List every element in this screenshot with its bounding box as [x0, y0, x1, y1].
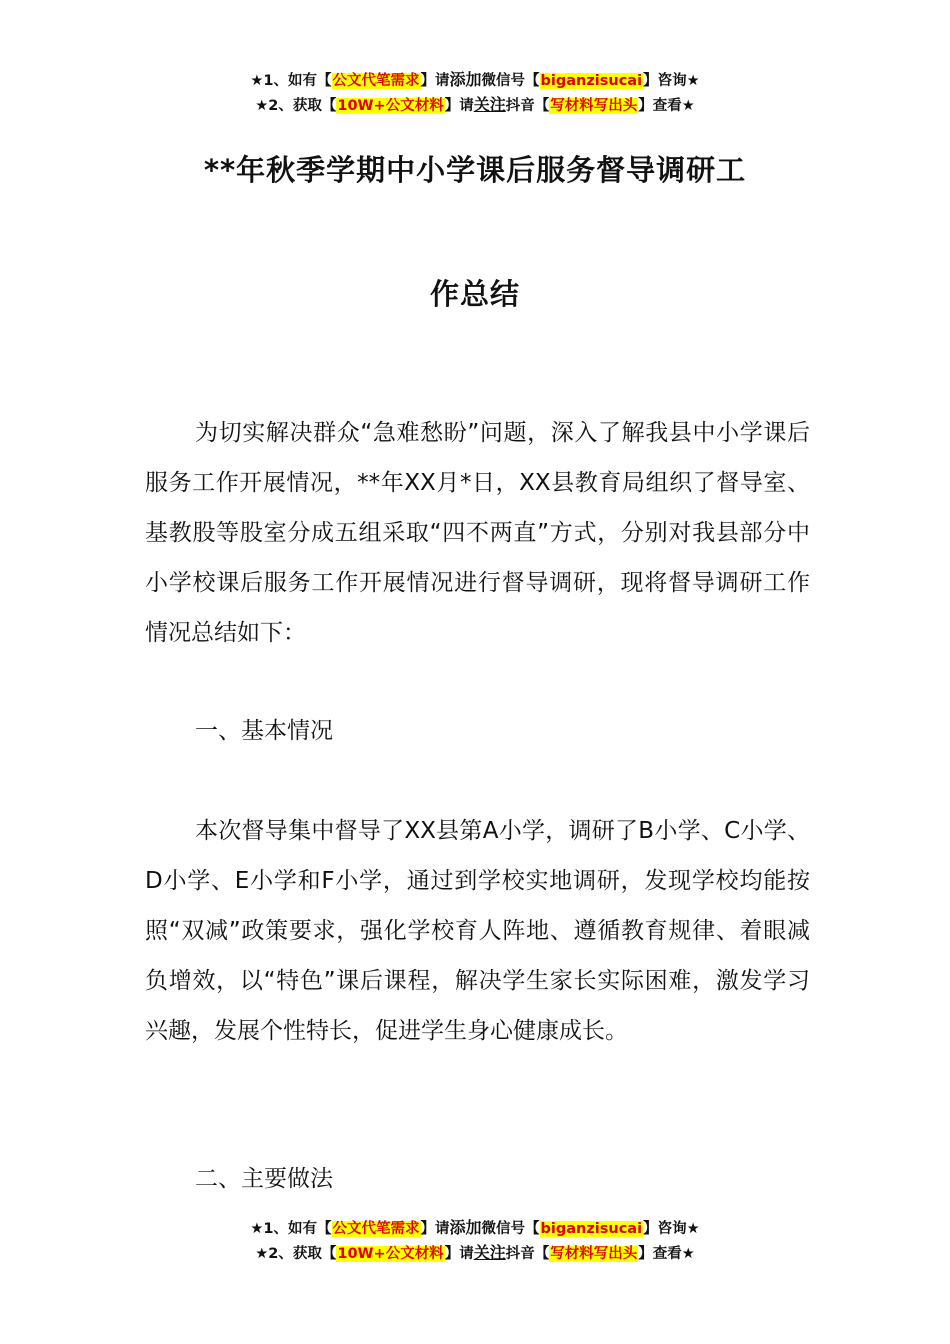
body-paragraph-basic-situation: 本次督导集中督导了XX县第A小学，调研了B小学、C小学、D小学、E小学和F小学，通过到学校实地调研，发现学校均能按照“双减”政策要求，强化学校育人阵地、遵循教育规律、着眼减负增效，以“特色”课后课程，解决学生家长实际困难，激发学习兴趣，发展个性特长，促进学生身心健康成长。 — [145, 818, 810, 1044]
promo-text: ★1、如有【 — [250, 1221, 332, 1237]
promo-text: 】查看★ — [638, 98, 695, 114]
promo-emphasis: 添加 — [449, 1218, 482, 1237]
promo-emphasis: 关注 — [473, 1243, 506, 1262]
promo-highlight: 10W+公文材料 — [337, 1246, 444, 1262]
promo-emphasis: 关注 — [473, 95, 506, 114]
promo-line-2 — [0, 93, 950, 118]
promo-text: 】请 — [444, 98, 474, 114]
promo-highlight: 公文代笔需求 — [332, 1221, 420, 1237]
promo-text: ★2、获取【 — [255, 1246, 337, 1262]
promo-text: 】请 — [444, 1246, 474, 1262]
document-title-line-2: 作总结 — [429, 277, 520, 311]
promo-text: ★1、如有【 — [250, 73, 332, 89]
promo-highlight: 写材料写出头 — [550, 1246, 638, 1262]
promo-line-1 — [0, 68, 950, 93]
promo-highlight: 写材料写出头 — [550, 98, 638, 114]
document-title-line-1: **年秋季学期中小学课后服务督导调研工 — [203, 153, 747, 187]
promo-banner-bottom — [0, 1216, 950, 1266]
promo-text: 】咨询★ — [643, 1221, 700, 1237]
promo-line-2 — [0, 1241, 950, 1266]
promo-highlight: 公文代笔需求 — [332, 73, 420, 89]
promo-highlight: biganzisucai — [540, 73, 643, 89]
promo-text: 】请 — [420, 73, 450, 89]
section-heading-basic-situation: 一、基本情况 — [195, 718, 333, 744]
promo-text: 】查看★ — [638, 1246, 695, 1262]
promo-highlight: 10W+公文材料 — [337, 98, 444, 114]
promo-emphasis: 添加 — [449, 70, 482, 89]
body-paragraph-intro: 为切实解决群众“急难愁盼”问题，深入了解我县中小学课后服务工作开展情况，**年XX月*日，XX县教育局组织了督导室、基教股等股室分成五组采取“四不两直”方式，分别对我县部分中小学校课后服务工作开展情况进行督导调研，现将督导调研工作情况总结如下： — [145, 420, 810, 646]
promo-text: ★2、获取【 — [255, 98, 337, 114]
promo-text: 抖音【 — [505, 98, 550, 114]
promo-text: 抖音【 — [505, 1246, 550, 1262]
promo-text: 微信号【 — [481, 73, 540, 89]
promo-text: 】咨询★ — [643, 73, 700, 89]
promo-highlight: biganzisucai — [540, 1221, 643, 1237]
promo-text: 】请 — [420, 1221, 450, 1237]
section-heading-main-practices: 二、主要做法 — [195, 1166, 333, 1192]
promo-line-1 — [0, 1216, 950, 1241]
promo-banner-top — [0, 68, 950, 118]
promo-text: 微信号【 — [481, 1221, 540, 1237]
